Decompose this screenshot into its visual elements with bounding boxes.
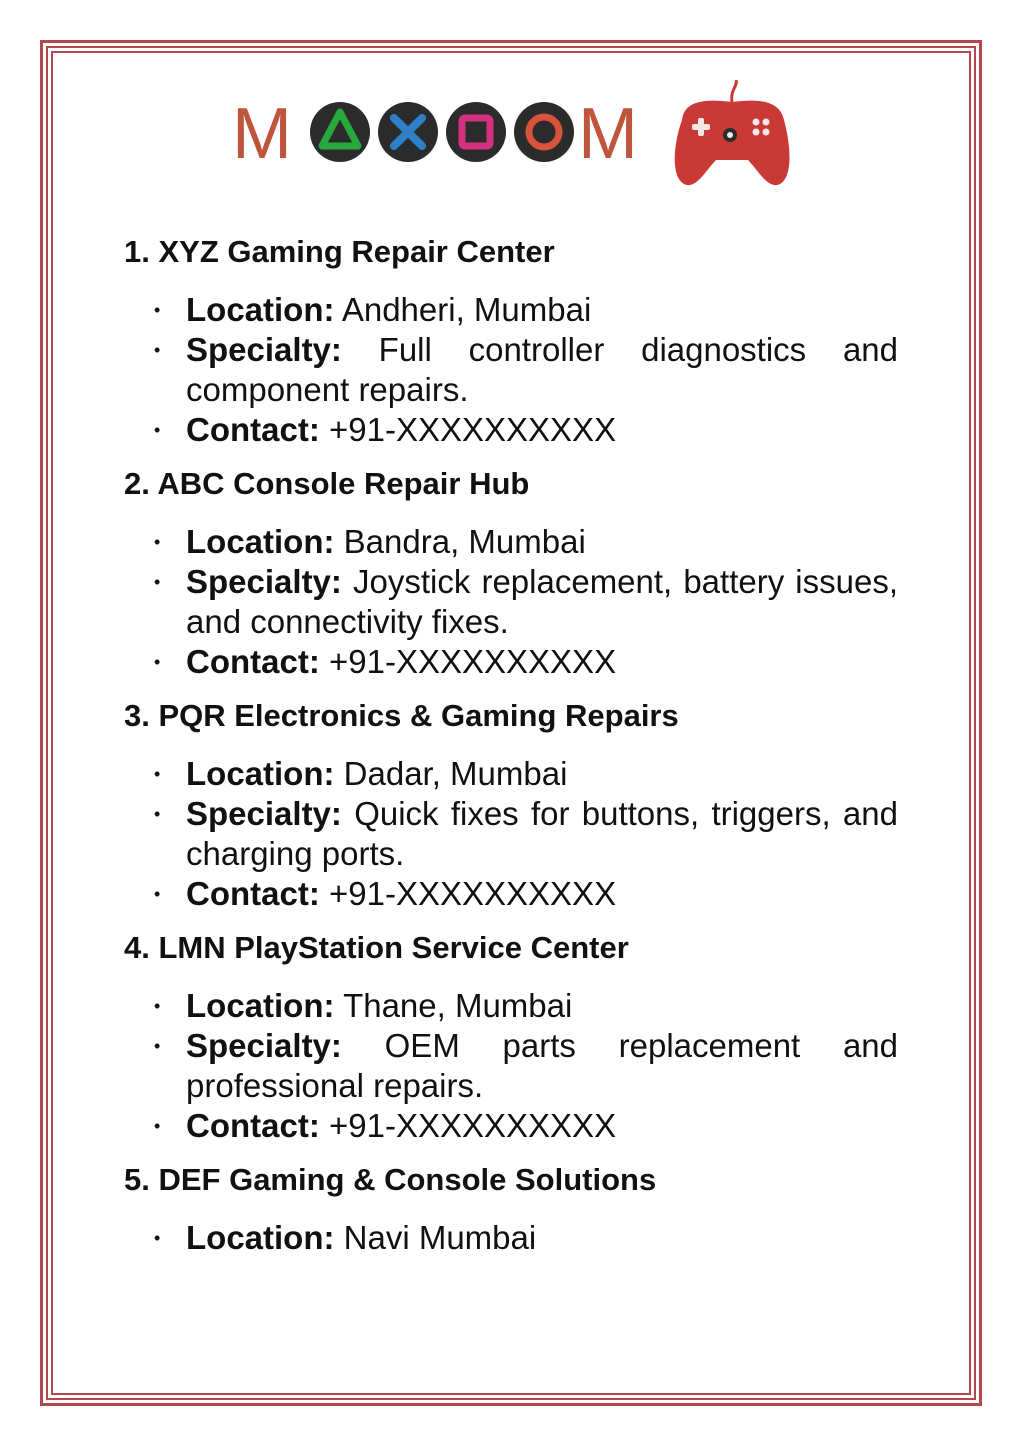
location-item (124, 290, 898, 330)
location-label: Location: (186, 755, 335, 792)
location-label: Location: (186, 1219, 335, 1256)
shop-title: 3. PQR Electronics & Gaming Repairs (124, 698, 679, 733)
contact-value: +91-XXXXXXXXXX (329, 1107, 617, 1144)
shop-entry (124, 232, 898, 450)
shop-title: 2. ABC Console Repair Hub (124, 466, 530, 501)
contact-item (124, 874, 898, 914)
contact-label: Contact: (186, 643, 320, 680)
contact-item (124, 410, 898, 450)
shop-title: 4. LMN PlayStation Service Center (124, 930, 629, 965)
location-item (124, 1218, 898, 1258)
location-label: Location: (186, 291, 335, 328)
specialty-item (124, 330, 898, 410)
location-label: Location: (186, 523, 335, 560)
specialty-label: Specialty: (186, 1027, 342, 1064)
specialty-value: Full controller diagnostics and component repairs. (186, 331, 898, 408)
shop-title: 1. XYZ Gaming Repair Center (124, 234, 555, 269)
shop-entry (124, 928, 898, 1146)
contact-value: +91-XXXXXXXXXX (329, 643, 617, 680)
contact-label: Contact: (186, 875, 320, 912)
location-value: Bandra, Mumbai (343, 523, 586, 560)
location-value: Andheri, Mumbai (341, 291, 592, 328)
specialty-item (124, 1026, 898, 1106)
logo-letter-m-2: M (578, 94, 638, 174)
location-value: Thane, Mumbai (343, 987, 573, 1024)
shop-entry (124, 696, 898, 914)
contact-value: +91-XXXXXXXXXX (329, 411, 617, 448)
location-label: Location: (186, 987, 335, 1024)
location-value: Dadar, Mumbai (343, 755, 568, 792)
specialty-item (124, 562, 898, 642)
logo-letter-m: M (232, 94, 292, 174)
specialty-value: Quick fixes for buttons, triggers, and charging ports. (186, 795, 898, 872)
specialty-label: Specialty: (186, 331, 342, 368)
specialty-value: Joystick replacement, battery issues, and connectivity fixes. (186, 563, 899, 640)
logo-ring-circle-icon (514, 102, 574, 162)
location-value: Navi Mumbai (343, 1219, 537, 1256)
repair-shop-list (124, 232, 898, 1272)
shop-details (124, 754, 898, 914)
specialty-label: Specialty: (186, 563, 342, 600)
shop-details (124, 1218, 898, 1258)
location-item (124, 522, 898, 562)
shop-entry (124, 1160, 898, 1258)
location-item (124, 754, 898, 794)
shop-details (124, 986, 898, 1146)
contact-item (124, 1106, 898, 1146)
logo-square-circle-icon (446, 102, 506, 162)
specialty-value: OEM parts replacement and professional repairs. (186, 1027, 898, 1104)
maxcom-logo (232, 80, 792, 190)
gamepad-icon (675, 80, 790, 185)
shop-details (124, 290, 898, 450)
contact-value: +91-XXXXXXXXXX (329, 875, 617, 912)
location-item (124, 986, 898, 1026)
shop-title: 5. DEF Gaming & Console Solutions (124, 1162, 657, 1197)
shop-entry (124, 464, 898, 682)
contact-label: Contact: (186, 1107, 320, 1144)
shop-details (124, 522, 898, 682)
contact-item (124, 642, 898, 682)
specialty-label: Specialty: (186, 795, 342, 832)
contact-label: Contact: (186, 411, 320, 448)
specialty-item (124, 794, 898, 874)
